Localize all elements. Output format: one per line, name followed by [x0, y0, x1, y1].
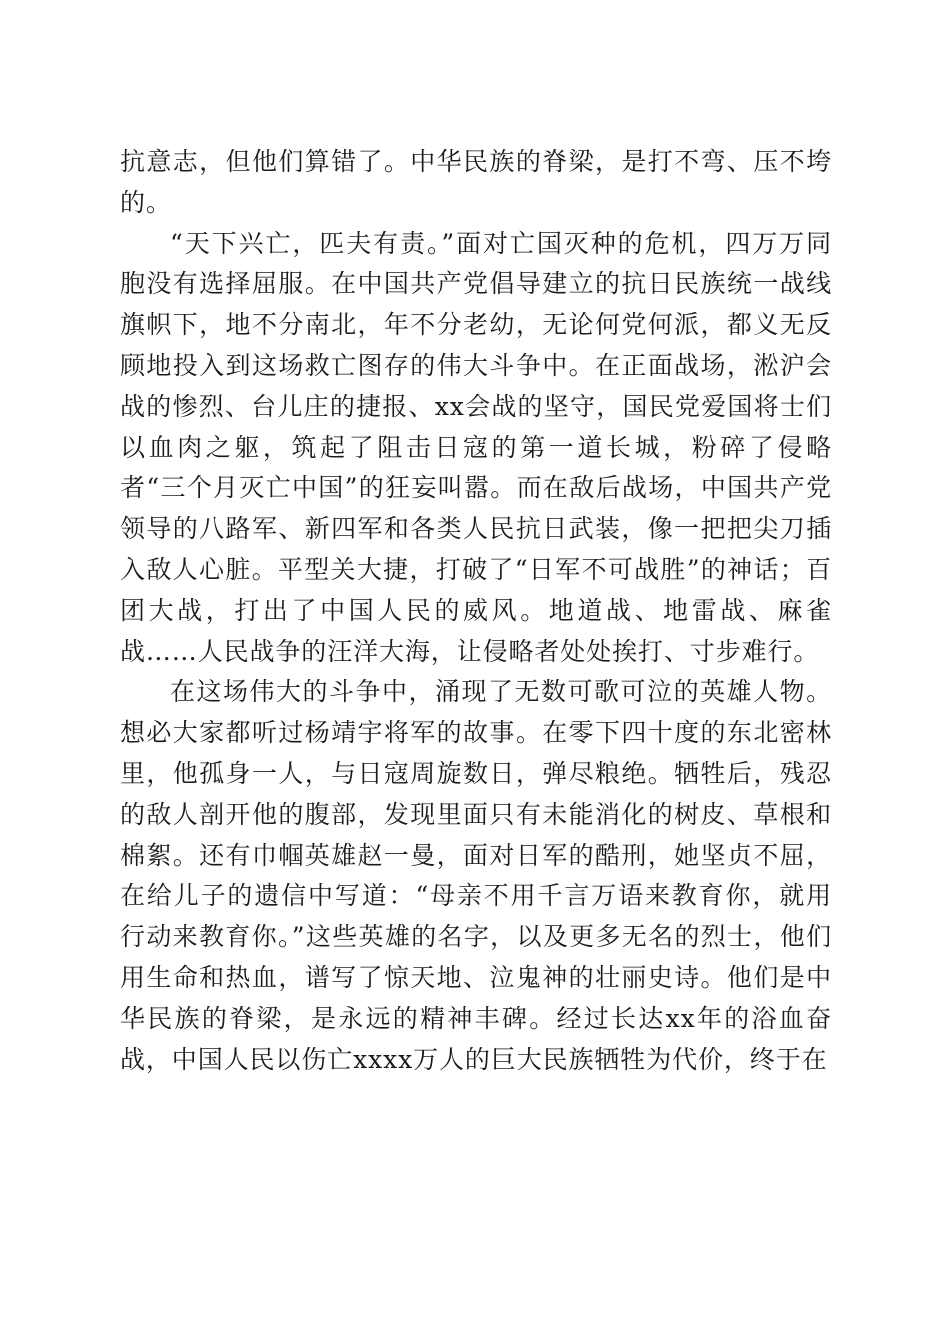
paragraph-1: 抗意志，但他们算错了。中华民族的脊梁，是打不弯、压不垮的。	[120, 147, 832, 217]
document-body	[120, 142, 832, 1080]
paragraph-2: “天下兴亡，匹夫有责。”面对亡国灭种的危机，四万万同胞没有选择屈服。在中国共产党倡导建立的抗日民族统一战线旗帜下，地不分南北，年不分老幼，无论何党何派，都义无反顾地投入到这场救亡图存的伟大斗争中。在正面战场，淞沪会战的惨烈、台儿庄的捷报、xx会战的坚守，国民党爱国将士们以血肉之躯，筑起了阻击日寇的第一道长城，粉碎了侵略者“三个月灭亡中国”的狂妄叫嚣。而在敌后战场，中国共产党领导的八路军、新四军和各类人民抗日武装，像一把把尖刀插入敌人心脏。平型关大捷，打破了“日军不可战胜”的神话；百团大战，打出了中国人民的威风。地道战、地雷战、麻雀战……人民战争的汪洋大海，让侵略者处处挨打、寸步难行。	[120, 228, 832, 666]
paragraph-3: 在这场伟大的斗争中，涌现了无数可歌可泣的英雄人物。想必大家都听过杨靖宇将军的故事。在零下四十度的东北密林里，他孤身一人，与日寇周旋数日，弹尽粮绝。牺牲后，残忍的敌人剖开他的腹部，发现里面只有未能消化的树皮、草根和棉絮。还有巾帼英雄赵一曼，面对日军的酷刑，她坚贞不屈，在给儿子的遗信中写道：“母亲不用千言万语来教育你，就用行动来教育你。”这些英雄的名字，以及更多无名的烈士，他们用生命和热血，谱写了惊天地、泣鬼神的壮丽史诗。他们是中华民族的脊梁，是永远的精神丰碑。经过长达xx年的浴血奋战，中国人民以伤亡xxxx万人的巨大民族牺牲为代价，终于在	[120, 677, 832, 1074]
